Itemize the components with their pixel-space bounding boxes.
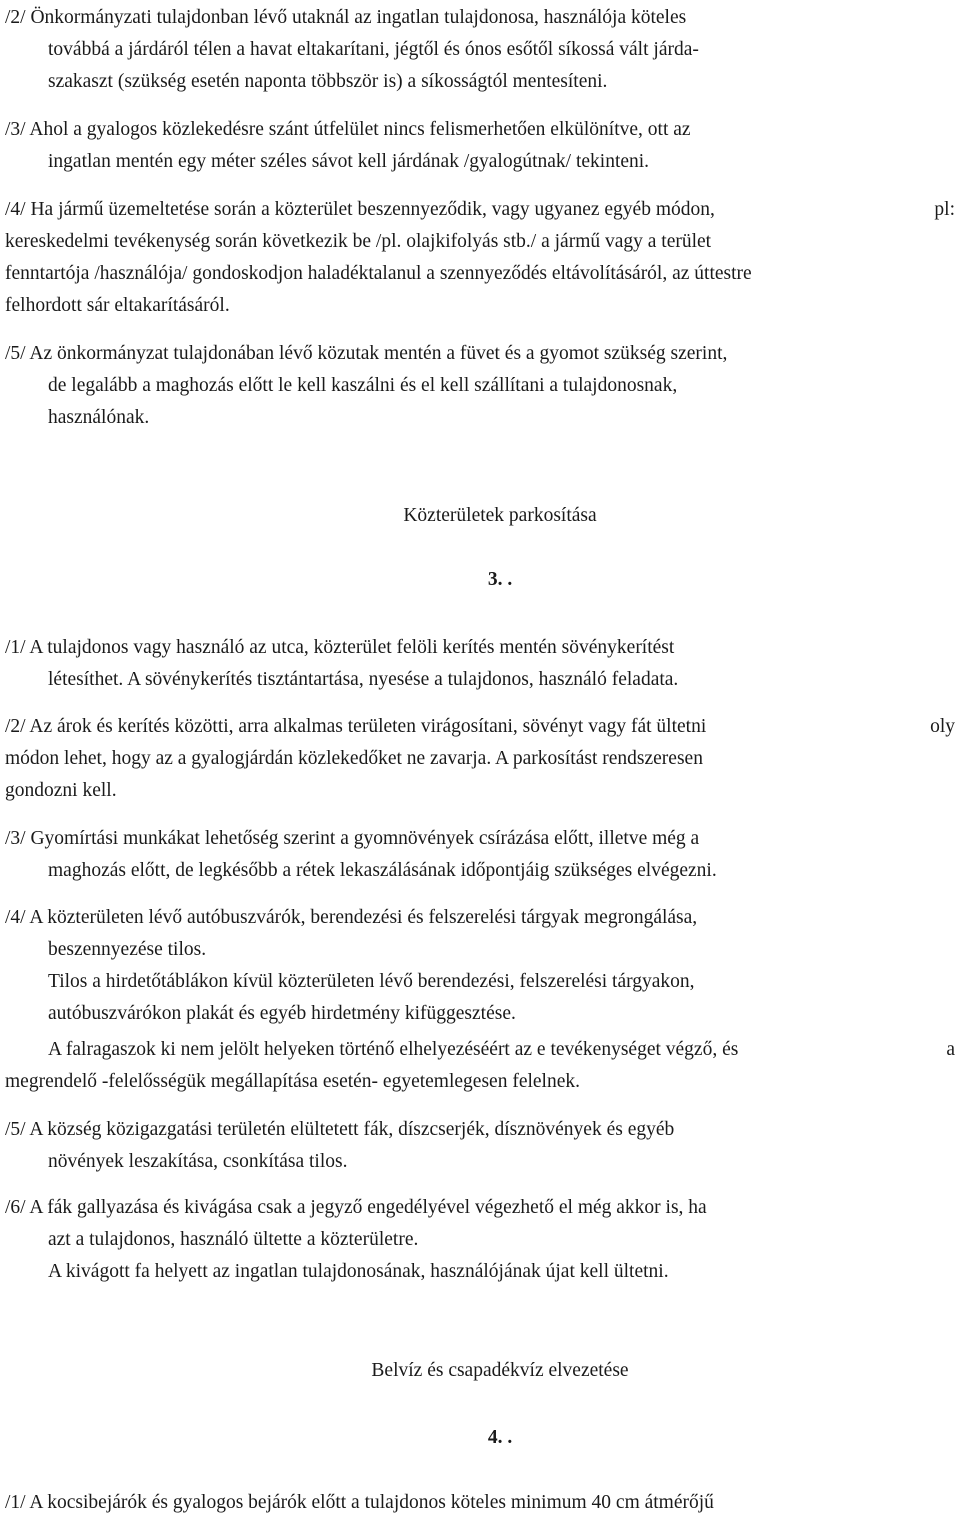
paragraph-line: /3/ Gyomírtási munkákat lehetőség szerint a gyomnövények csírázása előtt, illetve még a <box>5 828 700 849</box>
paragraph-line: növények leszakítása, csonkítása tilos. <box>48 1151 348 1172</box>
line-text: /2/ Az árok és kerítés közötti, arra alkalmas területen virágosítani, sövényt vagy fát ültetni <box>5 716 707 737</box>
paragraph-line: autóbuszvárókon plakát és egyéb hirdetmény kifüggesztése. <box>48 1003 516 1024</box>
paragraph-line-justified <box>5 194 955 226</box>
paragraph-line: módon lehet, hogy az a gyalogjárdán közlekedőket ne zavarja. A parkosítást rendszeresen <box>5 748 703 769</box>
line-text: /4/ Ha jármű üzemeltetése során a közterület beszennyeződik, vagy ugyanez egyéb módon, <box>5 199 715 220</box>
paragraph-line: ingatlan mentén egy méter széles sávot kell járdának /gyalogútnak/ tekinteni. <box>48 151 650 172</box>
section-number: 3. . <box>487 569 513 590</box>
paragraph-line: létesíthet. A sövénykerítés tisztántartása, nyesése a tulajdonos, használó feladata. <box>48 669 679 690</box>
paragraph-line: megrendelő -felelősségük megállapítása esetén- egyetemlegesen felelnek. <box>5 1071 580 1092</box>
paragraph-line: maghozás előtt, de legkésőbb a rétek lekaszálásának időpontjáig szükséges elvégezni. <box>48 860 717 881</box>
paragraph-line: Tilos a hirdetőtáblákon kívül közterületen lévő berendezési, felszerelési tárgyakon, <box>48 971 695 992</box>
paragraph-line: /6/ A fák gallyazása és kivágása csak a jegyző engedélyével végezhető el még akkor is, ha <box>5 1197 707 1218</box>
paragraph-line: használónak. <box>48 407 150 428</box>
paragraph-line: beszennyezése tilos. <box>48 939 207 960</box>
paragraph-line: A kivágott fa helyett az ingatlan tulajdonosának, használójának újat kell ültetni. <box>48 1261 669 1282</box>
section-heading: Belvíz és csapadékvíz elvezetése <box>371 1360 629 1381</box>
line-end-text: pl: <box>934 199 955 220</box>
section-number: 4. . <box>487 1427 513 1448</box>
paragraph-line: fenntartója /használója/ gondoskodjon haladéktalanul a szennyeződés eltávolításáról, az úttestre <box>5 263 752 284</box>
line-end-text: a <box>946 1039 955 1060</box>
paragraph-line: /5/ Az önkormányzat tulajdonában lévő közutak mentén a füvet és a gyomot szükség szerint, <box>5 343 728 364</box>
line-end-text: oly <box>930 716 955 737</box>
paragraph-line: /4/ A közterületen lévő autóbuszvárók, berendezési és felszerelési tárgyak megrongálása, <box>5 907 698 928</box>
paragraph-line: /1/ A kocsibejárók és gyalogos bejárók előtt a tulajdonos köteles minimum 40 cm átmérőjű <box>5 1492 714 1513</box>
paragraph-line: gondozni kell. <box>5 780 117 801</box>
paragraph-line: /1/ A tulajdonos vagy használó az utca, közterület felöli kerítés mentén sövénykerítést <box>5 637 675 658</box>
paragraph-line: /3/ Ahol a gyalogos közlekedésre szánt útfelület nincs felismerhetően elkülönítve, ott az <box>5 119 691 140</box>
section-heading: Közterületek parkosítása <box>403 505 597 526</box>
paragraph-line: de legalább a maghozás előtt le kell kaszálni és el kell szállítani a tulajdonosnak, <box>48 375 678 396</box>
paragraph-line: szakaszt (szükség esetén naponta többször is) a síkosságtól mentesíteni. <box>48 71 608 92</box>
paragraph-line: felhordott sár eltakarításáról. <box>5 295 230 316</box>
paragraph-line-justified <box>48 1034 955 1066</box>
paragraph-line-justified <box>5 711 955 743</box>
paragraph-line: /2/ Önkormányzati tulajdonban lévő utaknál az ingatlan tulajdonosa, használója köteles <box>5 7 687 28</box>
line-text: A falragaszok ki nem jelölt helyeken történő elhelyezéséért az e tevékenységet végző, és <box>48 1039 739 1060</box>
paragraph-line: továbbá a járdáról télen a havat eltakarítani, jégtől és ónos esőtől síkossá vált járda- <box>48 39 699 60</box>
paragraph-line: /5/ A község közigazgatási területén elültetett fák, díszcserjék, dísznövények és egyéb <box>5 1119 675 1140</box>
paragraph-line: kereskedelmi tevékenység során következik be /pl. olajkifolyás stb./ a jármű vagy a terület <box>5 231 712 252</box>
paragraph-line: azt a tulajdonos, használó ültette a közterületre. <box>48 1229 419 1250</box>
